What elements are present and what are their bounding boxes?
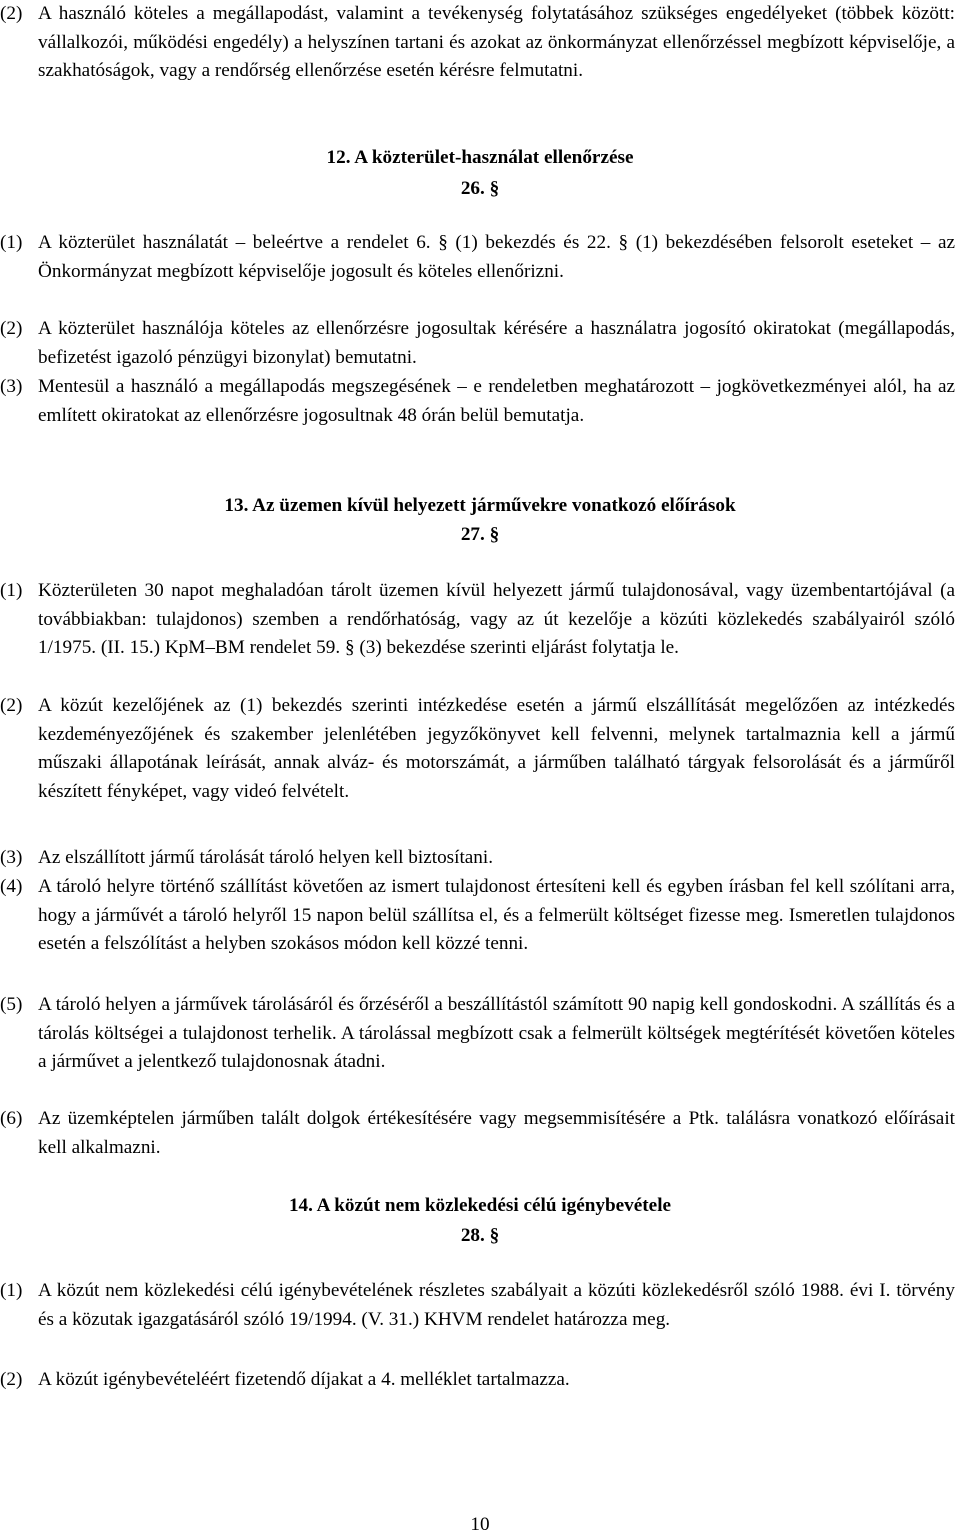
paragraph-number: (3) — [0, 847, 23, 868]
paragraph-text: A közterület használatát – beleértve a rendelet 6. § (1) bekezdés és 22. § (1) bekezdésében felsorolt eseteket – az Önkormányzat megbízott képviselője jogosult és köteles ellenőrizni. — [38, 232, 955, 282]
chapter-heading: 13. Az üzemen kívül helyezett járművekre vonatkozó előírások — [224, 495, 736, 516]
paragraph — [0, 0, 955, 86]
chapter-heading: 14. A közút nem közlekedési célú igénybevétele — [288, 1195, 672, 1216]
paragraph-number: (2) — [0, 695, 23, 716]
paragraph — [0, 1277, 955, 1334]
paragraph-text: A közterület használója köteles az ellenőrzésre jogosultak kérésére a használatra jogosító okiratokat (megállapodás, befizetést igazoló pénzügyi bizonylat) bemutatni. — [38, 318, 955, 368]
paragraph-number: (2) — [0, 1369, 23, 1390]
paragraph — [0, 873, 955, 959]
paragraph — [0, 991, 955, 1077]
paragraph — [0, 692, 955, 806]
paragraph-number: (5) — [0, 994, 23, 1015]
paragraph — [0, 577, 955, 663]
paragraph — [0, 373, 955, 430]
paragraph — [0, 229, 955, 286]
paragraph-text: A tároló helyen a járművek tárolásáról és őrzéséről a beszállítástól számított 90 napig kell gondoskodni. A szállítás és a tárolás költségei a tulajdonost terhelik. A tárolással megbízott csak a felmerült költségek megtérítését követően köteles a járművet a jelentkező tulajdonosnak átadni. — [38, 994, 955, 1073]
paragraph-number: (1) — [0, 580, 23, 601]
paragraph-text: Mentesül a használó a megállapodás megszegésének – e rendeletben meghatározott – jogkövetkezményei alól, ha az említett okiratokat az ellenőrzésre jogosultnak 48 órán belül bemutatja. — [38, 376, 955, 426]
section-number: 27. § — [460, 524, 500, 545]
section-number: 28. § — [460, 1225, 500, 1246]
paragraph — [0, 844, 955, 873]
paragraph-number: (4) — [0, 876, 23, 897]
paragraph-text: Az üzemképtelen járműben talált dolgok értékesítésére vagy megsemmisítésére a Ptk. találásra vonatkozó előírásait kell alkalmazni. — [38, 1108, 955, 1158]
paragraph-number: (1) — [0, 232, 23, 253]
paragraph-number: (2) — [0, 3, 23, 24]
section-number: 26. § — [460, 178, 500, 199]
paragraph-text: A közút nem közlekedési célú igénybevételének részletes szabályait a közúti közlekedésről szóló 1988. évi I. törvény és a közutak igazgatásáról szóló 19/1994. (V. 31.) KHVM rendelet határozza meg. — [38, 1280, 955, 1330]
paragraph-text: A tároló helyre történő szállítást követően az ismert tulajdonost értesíteni kell és egyben írásban fel kell szólítani arra, hogy a járművét a tároló helyről 15 napon belül szállítsa el, és a felmerült költséget fizesse meg. Ismeretlen tulajdonos esetén a felszólítást a helyben szokásos módon kell közzé tenni. — [38, 876, 955, 955]
paragraph-text: A használó köteles a megállapodást, valamint a tevékenység folytatásához szükséges engedélyeket (többek között: vállalkozói, működési engedély) a helyszínen tartani és azokat az önkormányzat ellenőrzéssel megbízott képviselője, a szakhatóságok, vagy a rendőrség ellenőrzése esetén kérésre felmutatni. — [38, 3, 955, 82]
paragraph-number: (6) — [0, 1108, 23, 1129]
paragraph-number: (2) — [0, 318, 23, 339]
paragraph — [0, 315, 955, 372]
paragraph-text: Az elszállított jármű tárolását tároló helyen kell biztosítani. — [38, 847, 494, 868]
paragraph-number: (3) — [0, 376, 23, 397]
page-number: 10 — [470, 1514, 490, 1535]
chapter-heading: 12. A közterület-használat ellenőrzése — [326, 147, 634, 168]
paragraph-text: A közút kezelőjének az (1) bekezdés szerinti intézkedése esetén a jármű elszállítását megelőzően az intézkedés kezdeményezőjének és szakember jelenlétében jegyzőkönyvet kell felvenni, melynek tartalmaznia kell a jármű műszaki állapotának leírását, annak alváz- és motorszámát, a járműben található tárgyak felsorolását és a járműről készített fényképet, vagy videó felvételt. — [38, 695, 955, 802]
paragraph-text: Közterületen 30 napot meghaladóan tárolt üzemen kívül helyezett jármű tulajdonosával, vagy üzembentartójával (a továbbiakban: tulajdonos) szemben a rendőrhatóság, vagy az út kezelője a közúti közlekedés szabályairól szóló 1/1975. (II. 15.) KpM–BM rendelet 59. § (3) bekezdése szerinti eljárást folytatja le. — [38, 580, 955, 659]
paragraph-text: A közút igénybevételéért fizetendő díjakat a 4. melléklet tartalmazza. — [38, 1369, 570, 1390]
paragraph — [0, 1366, 955, 1395]
paragraph — [0, 1105, 955, 1162]
paragraph-number: (1) — [0, 1280, 23, 1301]
